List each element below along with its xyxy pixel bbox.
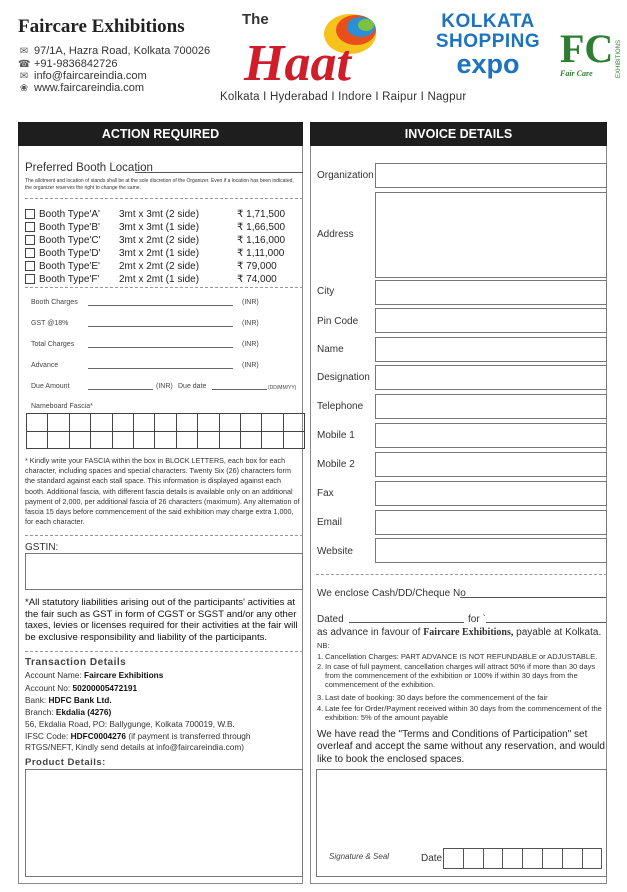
cheque-no-field[interactable]: [460, 597, 606, 598]
fascia-char-cell[interactable]: [219, 431, 240, 449]
invoice-field-input[interactable]: [375, 163, 607, 188]
company-name: Faircare Exhibitions: [18, 16, 185, 37]
invoice-field-label: Name: [317, 344, 344, 355]
phone-icon: ☎: [18, 58, 31, 70]
booth-checkbox[interactable]: [25, 209, 35, 219]
fascia-char-cell[interactable]: [155, 431, 176, 449]
invoice-field-label: Designation: [317, 372, 370, 383]
nb-note-number: 2.: [317, 662, 324, 671]
divider: [25, 198, 303, 199]
charge-label: Advance: [31, 362, 59, 369]
charge-label: Total Charges: [31, 341, 75, 348]
ksx-line3: [430, 51, 546, 78]
invoice-field-label: Address: [317, 229, 354, 240]
booth-type-name: Booth Type'F': [39, 273, 100, 285]
globe-icon: ❀: [19, 82, 29, 94]
transaction-details-heading: Transaction Details: [25, 657, 127, 668]
invoice-field-label: City: [317, 286, 335, 297]
account-no-line: Account No: 50200005472191: [25, 683, 138, 693]
invoice-field-input[interactable]: [375, 481, 607, 506]
booth-checkbox[interactable]: [25, 274, 35, 284]
due-date-format: (DD/MM/YY): [268, 385, 297, 391]
invoice-field-input[interactable]: [375, 308, 607, 333]
haat-logo-main-text: Haat: [244, 35, 351, 88]
booth-checkbox[interactable]: [25, 222, 35, 232]
product-details-input[interactable]: [25, 769, 303, 877]
contact-text[interactable]: www.faircareindia.com: [34, 82, 145, 94]
divider: [25, 287, 303, 288]
booth-type-size: 3mt x 3mt (1 side): [119, 221, 200, 233]
fascia-char-cell[interactable]: [262, 431, 283, 449]
contact-line: [18, 82, 144, 94]
charge-unit: (INR): [242, 362, 259, 369]
rtgs-line: RTGS/NEFT, Kindly send details at info@faircareindia.com): [25, 742, 245, 752]
contact-text: 97/1A, Hazra Road, Kolkata 700026: [34, 45, 211, 57]
nb-label: NB:: [317, 641, 330, 650]
fascia-char-cell[interactable]: [91, 414, 112, 432]
due-amount-unit: (INR): [156, 383, 173, 390]
contact-line: [18, 70, 147, 82]
invoice-field-label: Pin Code: [317, 316, 359, 327]
fascia-char-cell[interactable]: [198, 414, 219, 432]
fascia-char-cell[interactable]: [198, 431, 219, 449]
date-digit-cell[interactable]: [523, 849, 543, 869]
invoice-field-input[interactable]: [375, 337, 607, 362]
ksx-expo-word: expo: [456, 49, 520, 79]
booth-type-size: 2mt x 2mt (1 side): [119, 273, 200, 285]
date-digit-cell[interactable]: [463, 849, 483, 869]
invoice-field-input[interactable]: [375, 192, 607, 278]
fascia-char-cell[interactable]: [176, 414, 197, 432]
booth-type-name: Booth Type'C': [39, 234, 101, 246]
nb-note-number: 4.: [317, 704, 324, 713]
fascia-char-cell[interactable]: [133, 414, 154, 432]
nb-note-text: Cancellation Charges: PART ADVANCE IS NOT REFUNDABLE or ADJUSTABLE.: [325, 652, 598, 661]
charge-label: Booth Charges: [31, 299, 78, 306]
date-label: Date: [421, 853, 443, 864]
mail-icon: ✉: [19, 70, 29, 82]
fascia-char-cell[interactable]: [240, 431, 261, 449]
charge-unit: (INR): [242, 341, 259, 348]
booth-checkbox[interactable]: [25, 261, 35, 271]
product-details-heading: Product Details:: [25, 757, 106, 768]
ifsc-line: IFSC Code: HDFC0004276 (if payment is transferred through: [25, 731, 251, 741]
divider: [25, 651, 303, 652]
invoice-field-label: Fax: [317, 488, 334, 499]
due-date-field[interactable]: [212, 389, 267, 390]
contact-line: [18, 58, 118, 70]
booth-type-name: Booth Type'E': [39, 260, 100, 272]
date-digit-cell[interactable]: [503, 849, 523, 869]
nb-note: [317, 693, 605, 702]
terms-acceptance: We have read the "Terms and Conditions of Participation" set overleaf and accept the same without any reservation, and would like to book the enclosed spaces.: [317, 729, 605, 765]
fc-mark: FC: [560, 26, 614, 71]
fascia-char-cell[interactable]: [112, 414, 133, 432]
nb-note: [317, 652, 605, 661]
date-digit-cell[interactable]: [483, 849, 503, 869]
booth-type-size: 2mt x 2mt (2 side): [119, 260, 200, 272]
action-required-header: ACTION REQUIRED: [18, 122, 303, 146]
booth-type-name: Booth Type'B': [39, 221, 100, 233]
fc-tag: Fair Care: [560, 69, 593, 78]
fascia-char-cell[interactable]: [27, 431, 48, 449]
branch-line: Branch: Ekdalia (4276): [25, 707, 112, 717]
fascia-char-cell[interactable]: [69, 431, 90, 449]
haat-logo-small-text: The: [242, 11, 269, 28]
preferred-booth-heading: Preferred Booth Location: [25, 162, 153, 174]
booth-type-price: ₹ 1,11,000: [237, 247, 285, 259]
nb-note: [317, 704, 605, 722]
booth-type-name: Booth Type'A': [39, 208, 100, 220]
preferred-booth-line[interactable]: [135, 172, 303, 173]
date-digit-cell[interactable]: [444, 849, 464, 869]
booth-type-price: ₹ 79,000: [237, 260, 277, 272]
nameboard-fascia-label: Nameboard Fascia*: [31, 403, 93, 410]
fascia-char-cell[interactable]: [219, 414, 240, 432]
fascia-char-cell[interactable]: [283, 431, 304, 449]
fascia-char-cell[interactable]: [240, 414, 261, 432]
booth-type-size: 3mt x 2mt (1 side): [119, 247, 200, 259]
invoice-field-input[interactable]: [375, 452, 607, 477]
ksx-line2: SHOPPING: [435, 31, 541, 52]
invoice-field-input[interactable]: [375, 280, 607, 305]
the-haat-logo: [238, 4, 410, 88]
fascia-grid[interactable]: [26, 413, 305, 449]
booth-type-price: ₹ 1,71,500: [237, 208, 286, 220]
bank-line: Bank: HDFC Bank Ltd.: [25, 695, 112, 705]
booth-type-size: 3mt x 2mt (2 side): [119, 234, 200, 246]
due-date-label: Due date: [178, 383, 207, 390]
for-label: for `: [468, 614, 486, 625]
advance-line: as advance in favour of Faircare Exhibitions, payable at Kolkata.: [317, 627, 602, 638]
fascia-note: * Kindly write your FASCIA within the box in BLOCK LETTERS, each box for each character, including spaces and special characters. Twenty Six (26) characters form the standard against each stall space. This information is displayed against each booth. Additional fascia, with different fascia details is available only on an additional payment of 2,000, per additional fascia of 26 characters (maximum). Any alternation of fascia 15 days before commencement of the said exhibition may charge extra 1,000, for each character.: [25, 456, 300, 527]
date-digit-cell[interactable]: [562, 849, 582, 869]
booth-type-name: Booth Type'D': [39, 247, 101, 259]
invoice-field-label: Website: [317, 546, 353, 557]
fascia-char-cell[interactable]: [48, 431, 69, 449]
charge-field[interactable]: [88, 347, 233, 348]
booth-type-price: ₹ 74,000: [237, 273, 277, 285]
charge-field[interactable]: [88, 305, 233, 306]
fascia-char-cell[interactable]: [176, 431, 197, 449]
divider: [316, 574, 607, 575]
charge-field[interactable]: [88, 368, 233, 369]
booth-checkbox[interactable]: [25, 248, 35, 258]
dated-label: Dated: [317, 614, 344, 625]
fascia-char-cell[interactable]: [262, 414, 283, 432]
nb-note-text: Late fee for Order/Payment received within 30 days from the commencement of the exhibition: 5% of the amount payable: [325, 704, 602, 722]
gstin-label: GSTIN:: [25, 542, 59, 553]
nb-note-text: In case of full payment, cancellation charges will attract 50% if more than 30 days from the commencement of the exhibition or 100% if within 30 days from the commencement of the exhibition.: [325, 662, 596, 689]
nb-note: [317, 662, 605, 689]
kolkata-shopping-expo-logo: [430, 12, 546, 78]
charge-unit: (INR): [242, 320, 259, 327]
booth-type-row[interactable]: [25, 247, 297, 259]
statutory-note: *All statutory liabilities arising out of the participants' activities at the fair such as GST in form of CGST or SGST and/or any other taxes, levies or licenses required for their activities at the fair will be exclusive responsibility and liability of the participants.: [25, 597, 298, 643]
fascia-char-cell[interactable]: [155, 414, 176, 432]
account-name-line: Account Name: Faircare Exhibitions: [25, 670, 164, 680]
fc-side: EXHIBITIONS: [616, 39, 622, 78]
date-digit-cell[interactable]: [582, 849, 602, 869]
booth-type-row[interactable]: [25, 208, 297, 220]
invoice-field-input[interactable]: [375, 394, 607, 419]
charge-unit: (INR): [242, 299, 259, 306]
invoice-details-header: INVOICE DETAILS: [310, 122, 607, 146]
contact-text[interactable]: info@faircareindia.com: [34, 70, 147, 82]
invoice-field-input[interactable]: [375, 538, 607, 563]
invoice-field-label: Telephone: [317, 401, 364, 412]
booth-type-price: ₹ 1,16,000: [237, 234, 286, 246]
fascia-char-cell[interactable]: [112, 431, 133, 449]
bank-address-line: 56, Ekdalia Road, PO: Ballygunge, Kolkata 700019, W.B.: [25, 719, 235, 729]
charge-field[interactable]: [88, 326, 233, 327]
contact-line: [18, 45, 210, 57]
date-digit-cell[interactable]: [542, 849, 562, 869]
fascia-char-cell[interactable]: [133, 431, 154, 449]
signature-seal-label: Signature & Seal: [329, 852, 390, 861]
allotment-fine-print: The allotment and location of stands shall be at the sole discretion of the Organizer. Even if a location has been indicated, the organizer reserves the right to change the same.: [25, 178, 294, 191]
invoice-field-label: Organization: [317, 170, 374, 181]
gstin-input[interactable]: [25, 553, 303, 590]
contact-text: +91-9836842726: [34, 58, 118, 70]
fascia-char-cell[interactable]: [27, 414, 48, 432]
fascia-char-cell[interactable]: [48, 414, 69, 432]
booth-type-row[interactable]: [25, 273, 297, 285]
for-amount-field[interactable]: [486, 622, 606, 623]
divider: [25, 535, 303, 536]
booth-checkbox[interactable]: [25, 235, 35, 245]
booth-type-size: 3mt x 3mt (2 side): [119, 208, 200, 220]
booth-type-price: ₹ 1,66,500: [237, 221, 286, 233]
invoice-field-label: Mobile 1: [317, 430, 355, 441]
envelope-icon: ✉: [19, 45, 29, 57]
enclose-text: We enclose Cash/DD/Cheque No: [317, 588, 466, 599]
city-list: Kolkata I Hyderabad I Indore I Raipur I Nagpur: [220, 91, 467, 103]
booth-type-row[interactable]: [25, 234, 297, 246]
charge-label: GST @18%: [31, 320, 69, 327]
dated-field[interactable]: [349, 622, 464, 623]
fascia-char-cell[interactable]: [283, 414, 304, 432]
booth-type-row[interactable]: [25, 260, 297, 272]
fair-care-logo: [558, 24, 624, 80]
invoice-field-label: Mobile 2: [317, 459, 355, 470]
fascia-char-cell[interactable]: [69, 414, 90, 432]
date-grid[interactable]: [443, 848, 602, 869]
booth-type-row[interactable]: [25, 221, 297, 233]
ksx-line1: KOLKATA: [441, 11, 535, 32]
invoice-field-input[interactable]: [375, 423, 607, 448]
invoice-field-label: Email: [317, 517, 343, 528]
fascia-char-cell[interactable]: [91, 431, 112, 449]
nb-note-text: Last date of booking: 30 days before the commencement of the fair: [325, 693, 548, 702]
nb-note-number: 3.: [317, 693, 324, 702]
invoice-field-input[interactable]: [375, 510, 607, 535]
due-amount-field[interactable]: [88, 389, 153, 390]
invoice-field-input[interactable]: [375, 365, 607, 390]
nb-note-number: 1.: [317, 652, 324, 661]
due-amount-label: Due Amount: [31, 383, 70, 390]
